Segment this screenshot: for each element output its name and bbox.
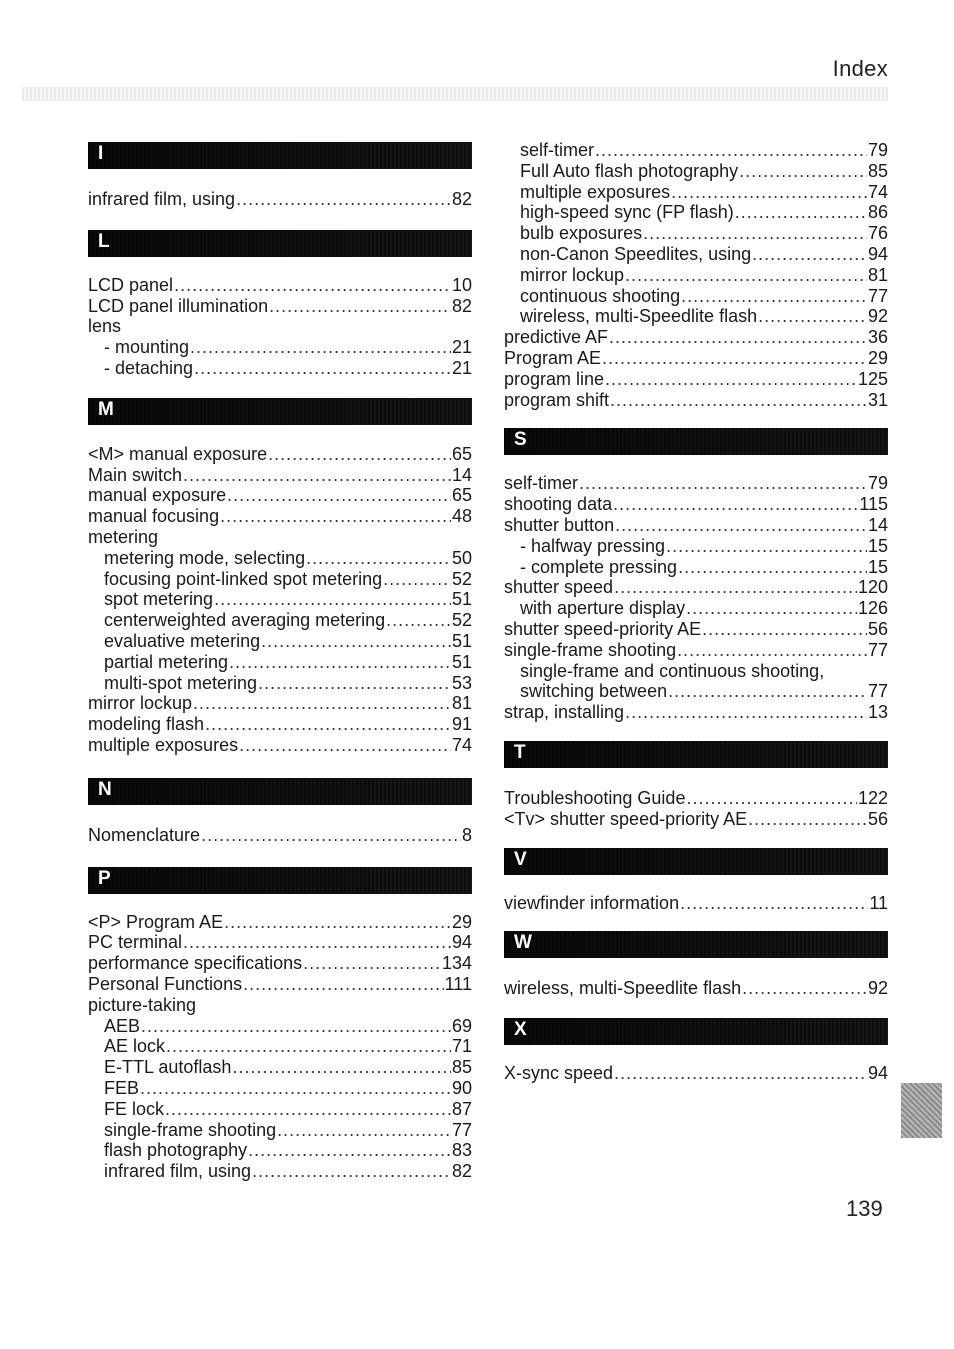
index-entry: FE lock ..... 87 (88, 1099, 472, 1120)
section-letter: P (98, 867, 111, 889)
index-entry: Troubleshooting Guide ..... 122 (504, 788, 888, 809)
index-entry: infrared film, using ..... 82 (88, 189, 472, 210)
index-entry: mirror lockup ..... 81 (504, 265, 888, 286)
index-entry: AE lock ..... 71 (88, 1036, 472, 1057)
index-entry: self-timer ..... 79 (504, 473, 888, 494)
section-letter: L (98, 230, 110, 252)
index-entry: partial metering ..... 51 (88, 652, 472, 673)
index-entry: manual exposure ..... 65 (88, 485, 472, 506)
page-title: Index (832, 56, 888, 81)
index-entry: predictive AF ..... 36 (504, 327, 888, 348)
index-entry: mirror lockup ..... 81 (88, 693, 472, 714)
index-entry: viewfinder information ..... 11 (504, 893, 888, 914)
index-entry: E-TTL autoflash ..... 85 (88, 1057, 472, 1078)
index-entry: PC terminal ..... 94 (88, 932, 472, 953)
index-entry: program line ..... 125 (504, 369, 888, 390)
section-letter: X (514, 1019, 527, 1041)
index-entry: metering (88, 526, 159, 547)
index-entry: - halfway pressing ..... 15 (504, 536, 888, 557)
index-entry: Personal Functions ..... 111 (88, 974, 472, 995)
index-entry: LCD panel ..... 10 (88, 275, 472, 296)
section-header-p (88, 867, 472, 894)
section-header-t (504, 741, 888, 768)
header-rule (22, 87, 888, 101)
index-entry: - detaching ..... 21 (88, 358, 472, 379)
index-entry: with aperture display ..... 126 (504, 598, 888, 619)
index-entry: infrared film, using ..... 82 (88, 1161, 472, 1182)
index-entry: wireless, multi-Speedlite flash ..... 92 (504, 978, 888, 999)
section-letter: W (514, 932, 532, 954)
section-header-l (88, 230, 472, 257)
index-entry: performance specifications ..... 134 (88, 953, 472, 974)
section-header-s (504, 428, 888, 455)
index-entry: flash photography ..... 83 (88, 1140, 472, 1161)
index-entry: manual focusing ..... 48 (88, 506, 472, 527)
index-entry: modeling flash ..... 91 (88, 714, 472, 735)
index-entry: single-frame shooting ..... 77 (504, 640, 888, 661)
section-header-x (504, 1018, 888, 1045)
index-entry: wireless, multi-Speedlite flash ..... 92 (504, 306, 888, 327)
index-entry: self-timer ..... 79 (504, 140, 888, 161)
index-entry: shutter speed ..... 120 (504, 577, 888, 598)
page-number: 139 (846, 1196, 883, 1221)
index-entry: evaluative metering ..... 51 (88, 631, 472, 652)
section-header-w (504, 931, 888, 958)
section-letter: S (514, 429, 527, 451)
index-entry: focusing point-linked spot metering ..... 52 (88, 569, 472, 590)
index-entry: - complete pressing ..... 15 (504, 557, 888, 578)
index-entry: X-sync speed ..... 94 (504, 1063, 888, 1084)
index-entry: continuous shooting ..... 77 (504, 286, 888, 307)
index-entry: spot metering ..... 51 (88, 589, 472, 610)
index-entry: - mounting ..... 21 (88, 337, 472, 358)
index-entry: shutter button ..... 14 (504, 515, 888, 536)
index-entry: Main switch ..... 14 (88, 465, 472, 486)
index-entry: multiple exposures ..... 74 (504, 182, 888, 203)
section-letter: M (98, 398, 114, 420)
index-entry: bulb exposures ..... 76 (504, 223, 888, 244)
section-letter: N (98, 778, 112, 800)
index-entry: program shift ..... 31 (504, 390, 888, 411)
index-column-right (504, 140, 888, 1084)
index-entry: single-frame and continuous shooting, (520, 660, 825, 681)
index-entry: shooting data ..... 115 (504, 494, 888, 515)
section-header-i (88, 142, 472, 169)
thumb-index-tab (901, 1083, 942, 1138)
index-entry: lens (88, 316, 122, 337)
index-entry: AEB ..... 69 (88, 1016, 472, 1037)
index-entry: metering mode, selecting ..... 50 (88, 548, 472, 569)
index-entry: Full Auto flash photography ..... 85 (504, 161, 888, 182)
section-header-n (88, 778, 472, 805)
index-entry: FEB ..... 90 (88, 1078, 472, 1099)
index-entry: non-Canon Speedlites, using ..... 94 (504, 244, 888, 265)
index-entry: shutter speed-priority AE ..... 56 (504, 619, 888, 640)
index-column-left (88, 140, 472, 1182)
index-entry: <Tv> shutter speed-priority AE ..... 56 (504, 809, 888, 830)
index-entry: LCD panel illumination ..... 82 (88, 296, 472, 317)
section-letter: T (514, 741, 526, 763)
index-entry: multi-spot metering ..... 53 (88, 673, 472, 694)
index-entry: centerweighted averaging metering ..... 52 (88, 610, 472, 631)
index-entry: Program AE ..... 29 (504, 348, 888, 369)
section-header-v (504, 848, 888, 875)
index-entry: high-speed sync (FP flash) ..... 86 (504, 202, 888, 223)
index-entry: <M> manual exposure ..... 65 (88, 444, 472, 465)
index-entry: strap, installing ..... 13 (504, 702, 888, 723)
section-header-m (88, 398, 472, 425)
index-entry: picture-taking (88, 994, 197, 1015)
index-entry: multiple exposures ..... 74 (88, 735, 472, 756)
section-letter: I (98, 143, 104, 164)
index-entry: <P> Program AE ..... 29 (88, 912, 472, 933)
index-entry: switching between ..... 77 (504, 681, 888, 702)
index-entry: single-frame shooting ..... 77 (88, 1120, 472, 1141)
index-entry: Nomenclature ..... 8 (88, 825, 472, 846)
section-letter: V (514, 848, 527, 870)
